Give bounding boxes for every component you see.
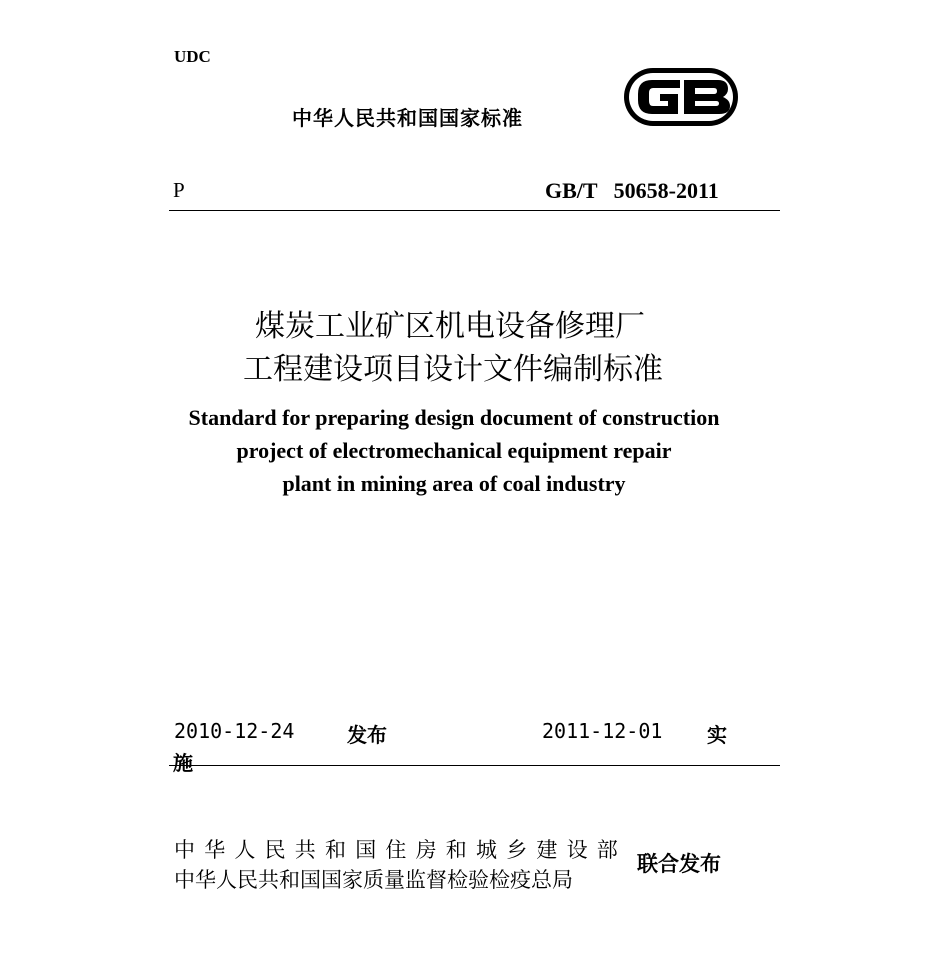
english-title-line-2: project of electromechanical equipment repair: [236, 438, 672, 463]
implement-date: 2011-12-01: [542, 719, 663, 743]
gb-logo: [622, 64, 740, 130]
publish-date: 2010-12-24: [174, 719, 295, 743]
chinese-title-line-1: 煤炭工业矿区机电设备修理厂: [255, 309, 645, 344]
issuing-department-1: 中华人民共和国住房和城乡建设部: [174, 838, 627, 862]
english-title: [0, 401, 908, 500]
header-divider: [169, 210, 780, 211]
joint-release-label: 联合发布: [637, 852, 721, 876]
english-title-line-3: plant in mining area of coal industry: [282, 471, 626, 496]
standard-code: GB/T 50658-2011: [545, 178, 719, 203]
national-standard-label: 中华人民共和国国家标准: [292, 106, 523, 130]
classification-code: P: [173, 178, 185, 202]
english-title-line-1: Standard for preparing design document of construction: [188, 405, 720, 430]
issuing-department-2: 中华人民共和国国家质量监督检验检疫总局: [174, 868, 573, 892]
chinese-title: [0, 305, 950, 391]
footer-divider: [169, 765, 780, 766]
chinese-title-line-2: 工程建设项目设计文件编制标准: [243, 352, 663, 387]
implement-label-part-1: 实: [707, 723, 727, 747]
udc-label: UDC: [174, 47, 211, 66]
implement-label-part-2: 施: [173, 751, 193, 775]
publish-label: 发布: [347, 723, 387, 747]
